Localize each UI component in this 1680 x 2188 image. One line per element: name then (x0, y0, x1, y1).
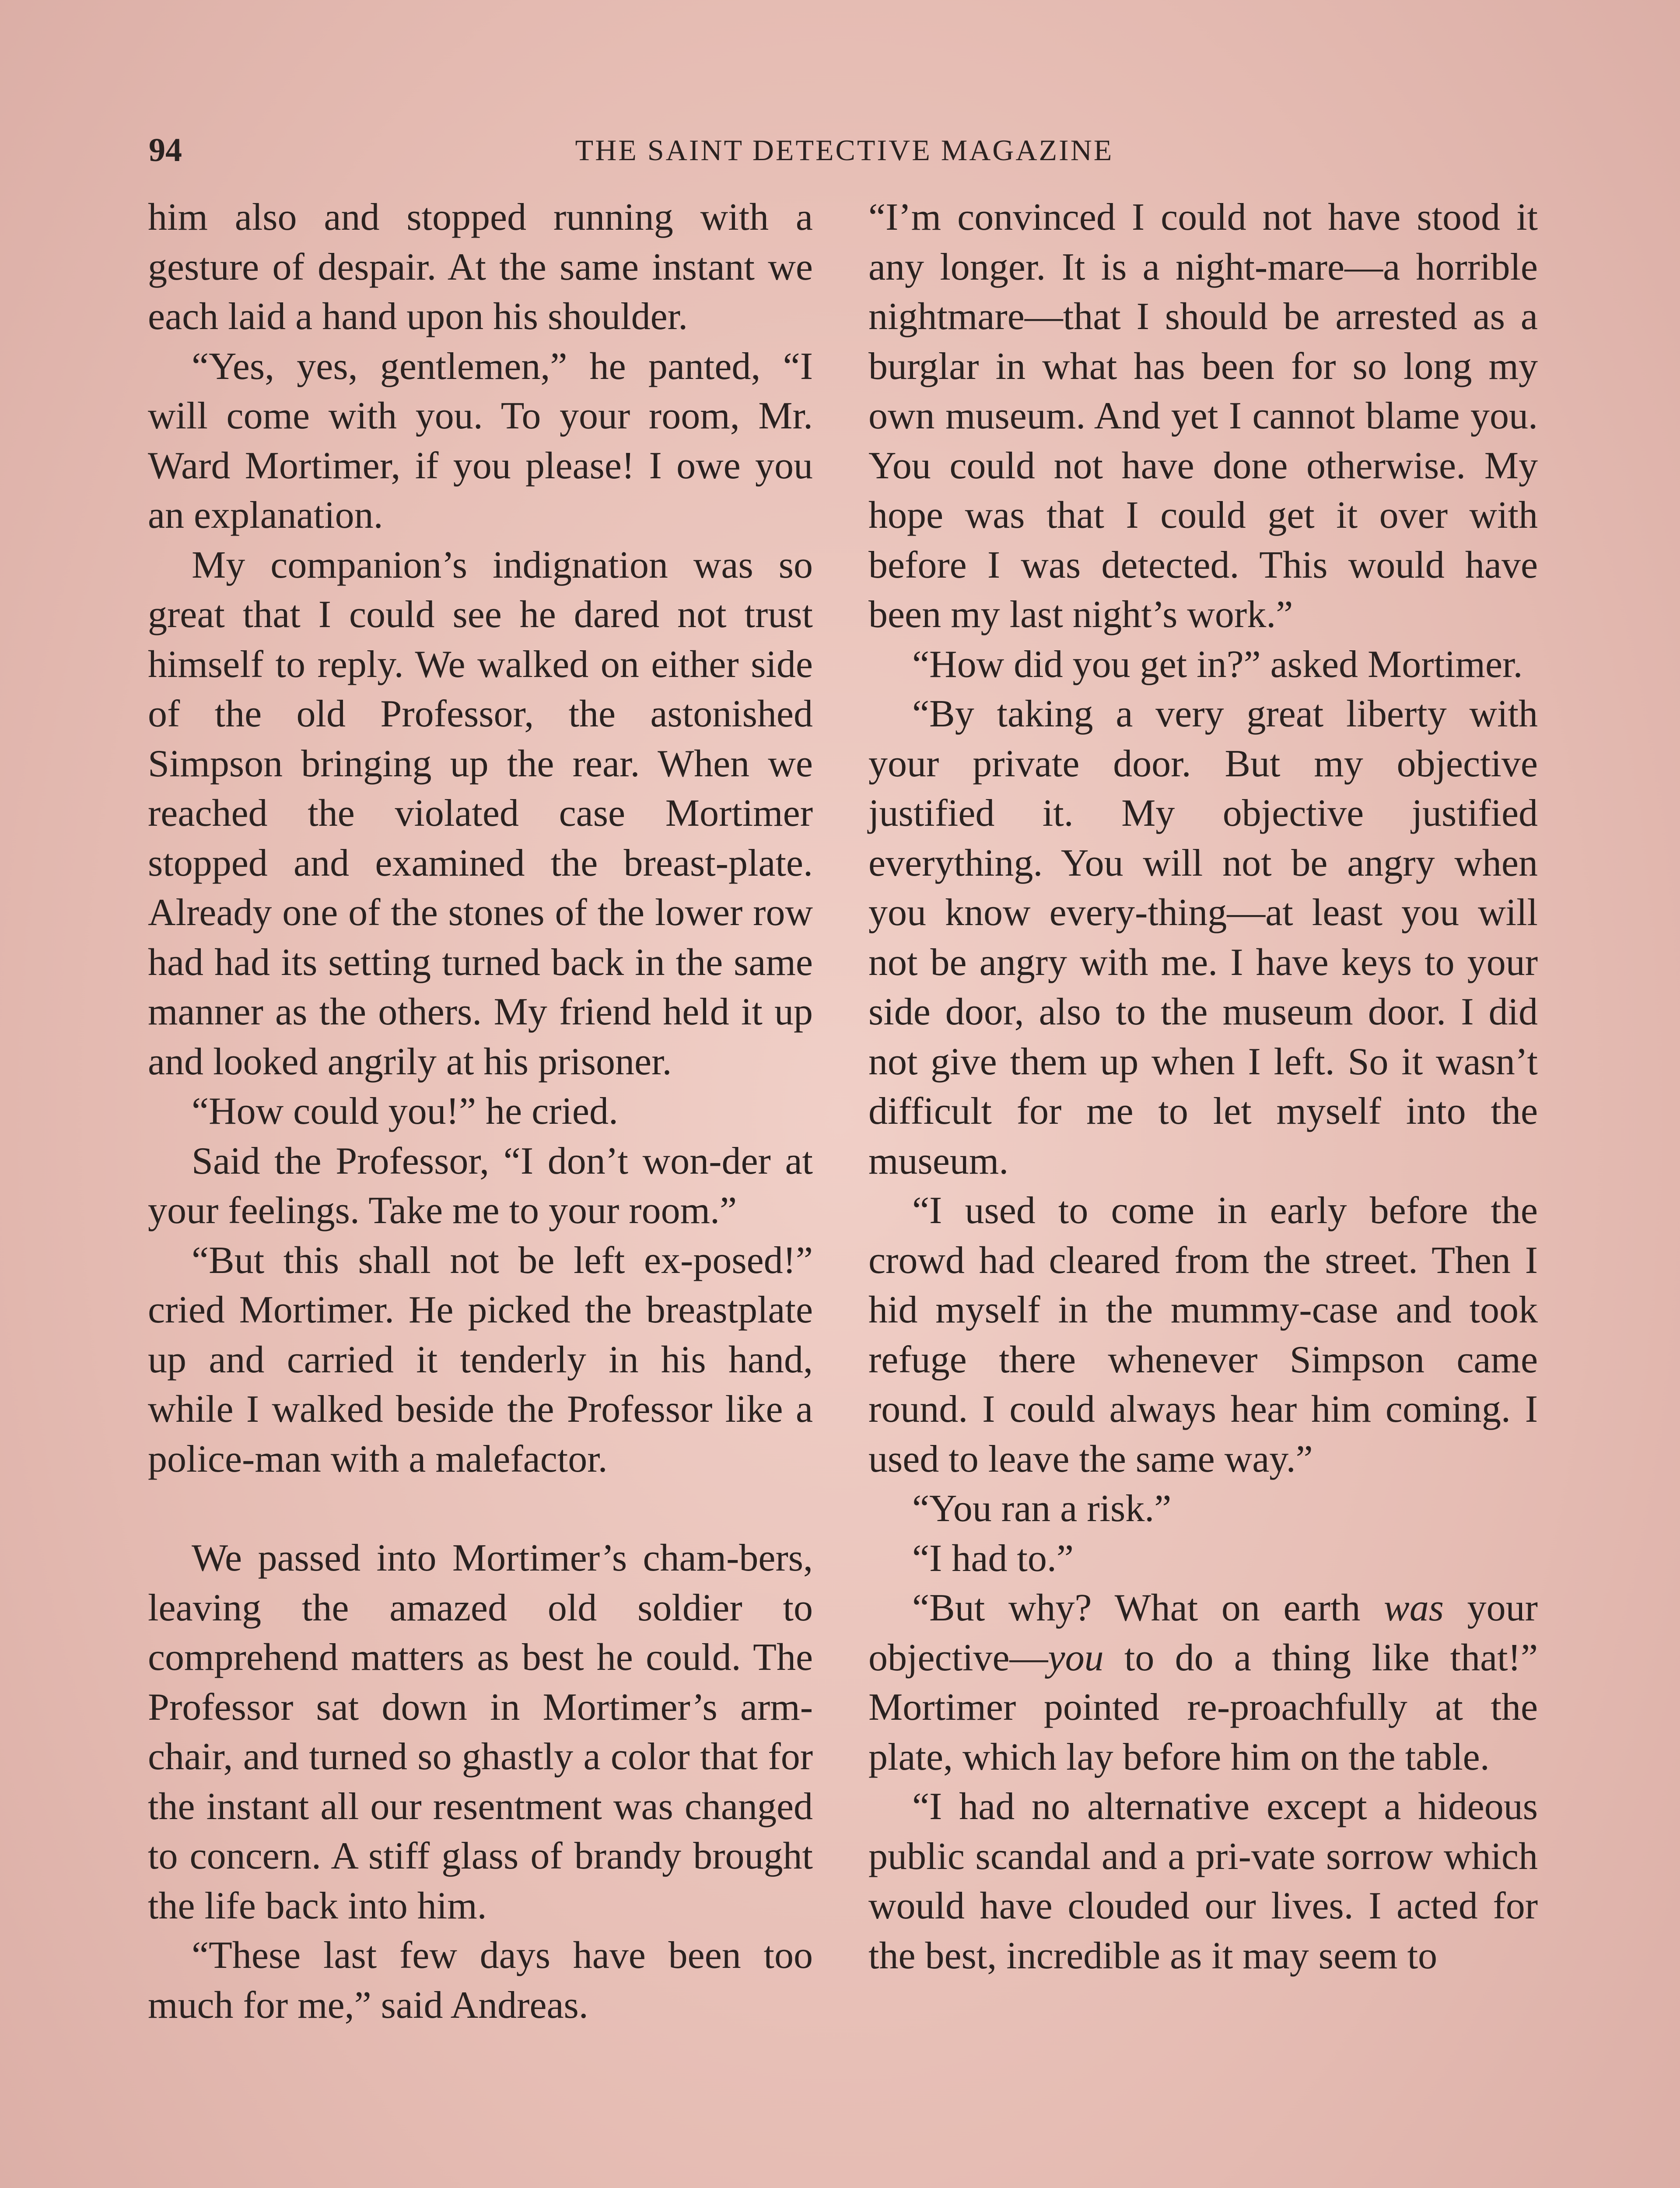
text-run: your objective— (868, 1587, 1538, 1679)
paragraph: “I had to.” (912, 1537, 1074, 1580)
paragraph: “These last few days have been too much for me,” said Andreas. (148, 1934, 813, 2027)
paragraph: “I’m convinced I could not have stood it any longer. It is a night-mare—a horrible nightmare—that I should be arrested as a burglar in what has been for so long my own museum. And yet I cannot blame you. You could not have done otherwise. My hope was that I could get it over with before I was detected. This would have been my last night’s work.” (868, 196, 1538, 636)
paragraph (868, 1583, 1538, 1782)
paragraph: “You ran a risk.” (912, 1487, 1172, 1530)
right-column (868, 193, 1538, 1981)
running-head: THE SAINT DETECTIVE MAGAZINE (575, 133, 1114, 167)
italic-text: you (1048, 1636, 1104, 1679)
paragraph: Said the Professor, “I don’t won-der at your feelings. Take me to your room.” (148, 1140, 813, 1232)
paragraph: “By taking a very great liberty with your private door. But my objective justified it. My objective justified everything. You will not be angry when you know every-thing—at least you will not be angry with me. I have keys to your side door, also to the museum door. I did not give them up when I left. So it wasn’t difficult for me to let myself into the museum. (868, 693, 1538, 1182)
paragraph: “How could you!” he cried. (192, 1090, 618, 1133)
paragraph: My companion’s indignation was so great that I could see he dared not trust himself to reply. We walked on either side of the old Professor, the astonished Simpson bringing up the rear. When we reached the violated case Mortimer stopped and examined the breast-plate. Already one of the stones of the lower row had had its setting turned back in the same manner as the others. My friend held it up and looked angrily at his prisoner. (148, 543, 813, 1083)
paragraph: him also and stopped running with a gesture of despair. At the same instant we each laid a hand upon his shoulder. (148, 196, 813, 338)
paragraph: We passed into Mortimer’s cham-bers, leaving the amazed old soldier to comprehend matters as best he could. The Professor sat down in Mortimer’s arm-chair, and turned so ghastly a color that for the instant all our resentment was changed to concern. A stiff glass of brandy brought the life back into him. (148, 1537, 813, 1927)
paragraph: “I used to come in early before the crowd had cleared from the street. Then I hid myself in the mummy-case and took refuge there whenever Simpson came round. I could always hear him coming. I used to leave the same way.” (868, 1189, 1538, 1480)
page-number: 94 (149, 132, 182, 168)
page-header (149, 131, 1540, 179)
italic-text: was (1384, 1587, 1444, 1629)
text-run: to do a thing like that!” Mortimer pointed re-proachfully at the plate, which lay before him on the table. (868, 1636, 1538, 1778)
left-column (148, 193, 813, 2030)
paragraph: “How did you get in?” asked Mortimer. (912, 643, 1523, 686)
paragraph: “Yes, yes, gentlemen,” he panted, “I will come with you. To your room, Mr. Ward Mortimer, if you please! I owe you an explanation. (148, 345, 813, 536)
text-run: “But why? What on earth (912, 1587, 1384, 1629)
paragraph: “I had no alternative except a hideous public scandal and a pri-vate sorrow which would have clouded our lives. I acted for the best, incredible as it may seem to (868, 1785, 1538, 1977)
paragraph: “But this shall not be left ex-posed!” cried Mortimer. He picked the breastplate up and carried it tenderly in his hand, while I walked beside the Professor like a police-man with a malefactor. (148, 1239, 813, 1480)
